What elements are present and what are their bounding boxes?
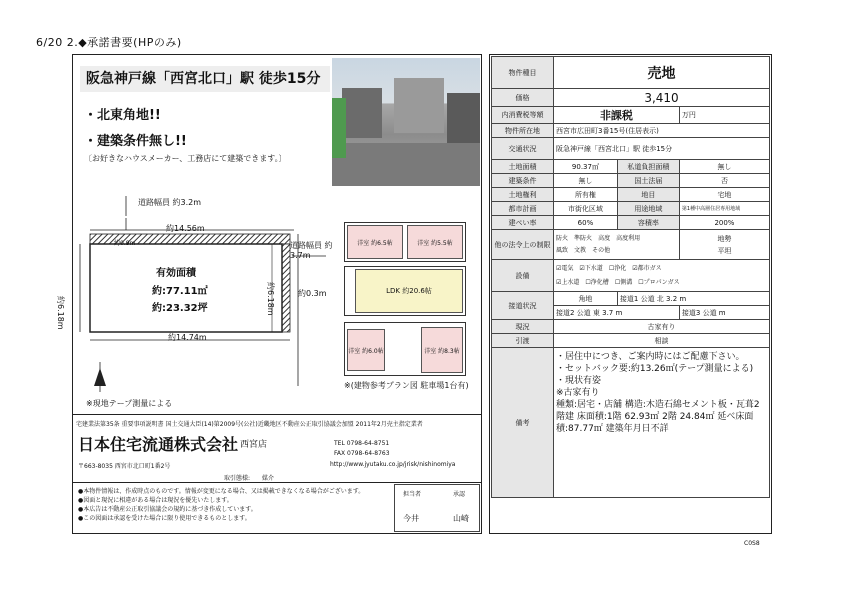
company-branch: 西宮店 <box>240 440 268 450</box>
current-value: 古家有り <box>554 320 770 334</box>
delivery-value: 相談 <box>554 334 770 348</box>
dim-bottom: 約14.74m <box>168 333 207 342</box>
road1: 接道1 公道 北 3.2 m <box>617 292 769 306</box>
license-line: 宅建業法第35条 重要事項説明書 国土交通大臣(14)第2009号(公社)近畿地区不動産公正取引協議会加盟 2011年2月売主指定業者 <box>76 421 423 428</box>
property-photo <box>332 58 480 186</box>
private-road-value: 無し <box>679 160 769 174</box>
chimoku-label: 地目 <box>617 188 679 202</box>
room-1: 洋室 約6.5帖 <box>347 225 403 259</box>
nat-land-value: 否 <box>679 174 769 188</box>
type-label: 物件種目 <box>492 57 554 89</box>
far-value: 200% <box>679 216 769 230</box>
location-label: 物件所在地 <box>492 124 554 138</box>
rights-value: 所有権 <box>554 188 618 202</box>
land-area-value: 90.37㎡ <box>554 160 618 174</box>
setback-top: 約0.9m <box>114 240 136 247</box>
build-cond-value: 無し <box>554 174 618 188</box>
price-label: 価格 <box>492 89 554 107</box>
header-note: 6/20 2.◆承諾書要(HPのみ) <box>36 36 182 49</box>
company-tel: TEL 0798-64-8751 <box>334 440 390 447</box>
manager-name: 山崎 <box>453 514 469 523</box>
area-title: 有効面積 <box>156 268 196 279</box>
staff-label: 担当者 <box>403 491 422 498</box>
company-url: http://www.jyutaku.co.jp/jrisk/nishinomiya <box>330 461 456 468</box>
lot-diagram <box>76 186 346 414</box>
road3: 接道3 公道 m <box>679 306 769 320</box>
other-values: 防火 準防火 高度 高度利用 風致 文教 その他 <box>554 230 680 260</box>
far-label: 容積率 <box>617 216 679 230</box>
area-tsubo: 約:23.32坪 <box>152 303 208 314</box>
private-road-label: 私道負担面積 <box>617 160 679 174</box>
land-area-label: 土地面積 <box>492 160 554 174</box>
chisei-label: 地勢 <box>717 234 732 243</box>
tax-value: 非課税 <box>554 107 680 124</box>
facility-label: 設備 <box>492 260 554 292</box>
remarks-label: 備考 <box>492 348 554 498</box>
rights-label: 土地権利 <box>492 188 554 202</box>
contact-value: 媒介 <box>262 475 275 482</box>
bullet-note: 〔お好きなハウスメーカー、工務店にて建築できます。〕 <box>84 154 287 163</box>
other-label: 他の法令上の制限 <box>492 230 554 260</box>
dim-top: 約14.56m <box>166 224 205 233</box>
chimoku-value: 宅地 <box>679 188 769 202</box>
approval-box <box>394 484 480 532</box>
chisei-value: 平坦 <box>717 246 732 255</box>
zone-value: 第1種中高層住居専用地域 <box>679 202 769 216</box>
station-title: 阪急神戸線「西宮北口」駅 徒歩15分 <box>80 66 330 92</box>
price-value: 3,410 <box>554 89 770 107</box>
room-2: 洋室 約5.5帖 <box>407 225 463 259</box>
traffic-label: 交通状況 <box>492 138 554 160</box>
company-divider <box>72 414 482 415</box>
bcr-value: 60% <box>554 216 618 230</box>
bullet-no-build-condition: ・建築条件無し!! <box>84 134 187 149</box>
contact-label: 取引態様: <box>224 475 251 482</box>
floor-plan-2f <box>344 222 466 262</box>
road-type: 角地 <box>554 292 618 306</box>
dim-left: 約6.18m <box>56 296 65 330</box>
setback-right: 約0.3m <box>298 289 327 298</box>
traffic-value: 阪急神戸線「西宮北口」駅 徒歩15分 <box>554 138 770 160</box>
price-unit: 万円 <box>679 107 769 124</box>
floor-plan-1f <box>344 266 466 316</box>
road-east-label: 道路幅員 約3.7m <box>290 241 333 260</box>
manager-label: 承認 <box>453 491 466 498</box>
build-cond-label: 建築条件 <box>492 174 554 188</box>
company-notes: ●本物件情報は、作成時点のものです。情報が変更になる場合、又は掲載できなくなる場合がございます。 ●図面と現況に相違がある場合は現況を優先いたします。 ●本広告は不動産公正取引協議会の規約に基づき作成しています。 ●この図面は承認を受けた場合に限り使用できるものとします。 <box>78 488 365 522</box>
plan-value: 市街化区域 <box>554 202 618 216</box>
road2: 接道2 公道 東 3.7 m <box>554 306 680 320</box>
room-4: 洋室 約8.3帖 <box>421 327 463 373</box>
dim-right: 約6.18m <box>266 282 275 316</box>
notes-divider <box>72 482 482 483</box>
company-name: 日本住宅流通株式会社 <box>78 435 239 454</box>
bullet-corner-lot: ・北東角地!! <box>84 108 161 123</box>
facility-values: ☑電気 ☑下水道 ☐浄化 ☑都市ガス ☑上水道 ☐浄化槽 ☐側溝 ☐プロパンガス <box>554 260 770 292</box>
floor-plan-alt <box>344 322 466 376</box>
location-value: 西宮市広田町3番15号(住居表示) <box>554 124 770 138</box>
current-label: 現況 <box>492 320 554 334</box>
company-address: 〒663-8035 西宮市北口町1番2号 <box>78 463 171 470</box>
zone-label: 用途地域 <box>617 202 679 216</box>
survey-note: ※現地テープ測量による <box>86 399 173 408</box>
bcr-label: 建ぺい率 <box>492 216 554 230</box>
footer-code: C0S8 <box>744 540 760 547</box>
tax-label: 内消費税等額 <box>492 107 554 124</box>
road-north-label: 道路幅員 約3.2m <box>138 198 202 207</box>
road-label: 接道状況 <box>492 292 554 320</box>
nat-land-label: 国土法届 <box>617 174 679 188</box>
plan-note: ※(建物参考プラン図 駐車場1台有) <box>344 381 469 390</box>
type-value: 売地 <box>554 57 770 89</box>
spec-table <box>491 56 770 498</box>
remarks-values: ・居住中につき、ご案内時にはご配慮下さい。 ・セットバック要:約13.26㎡(テープ測量による) ・現状有姿 ※古家有り 種類:居宅・店舗 構造:木造石綿セメント板・瓦葺2階建 床面積:1階 62.93㎡ 2階 24.84㎡ 延べ床面積:87.77㎡ 建築年月日不詳 <box>554 348 770 498</box>
staff-name: 今井 <box>403 514 419 523</box>
delivery-label: 引渡 <box>492 334 554 348</box>
company-fax: FAX 0798-64-8763 <box>334 450 390 457</box>
room-ldk: LDK 約20.6帖 <box>355 269 463 313</box>
area-m2: 約:77.11㎡ <box>152 286 208 297</box>
room-3: 洋室 約6.0帖 <box>347 329 385 371</box>
plan-label: 都市計画 <box>492 202 554 216</box>
